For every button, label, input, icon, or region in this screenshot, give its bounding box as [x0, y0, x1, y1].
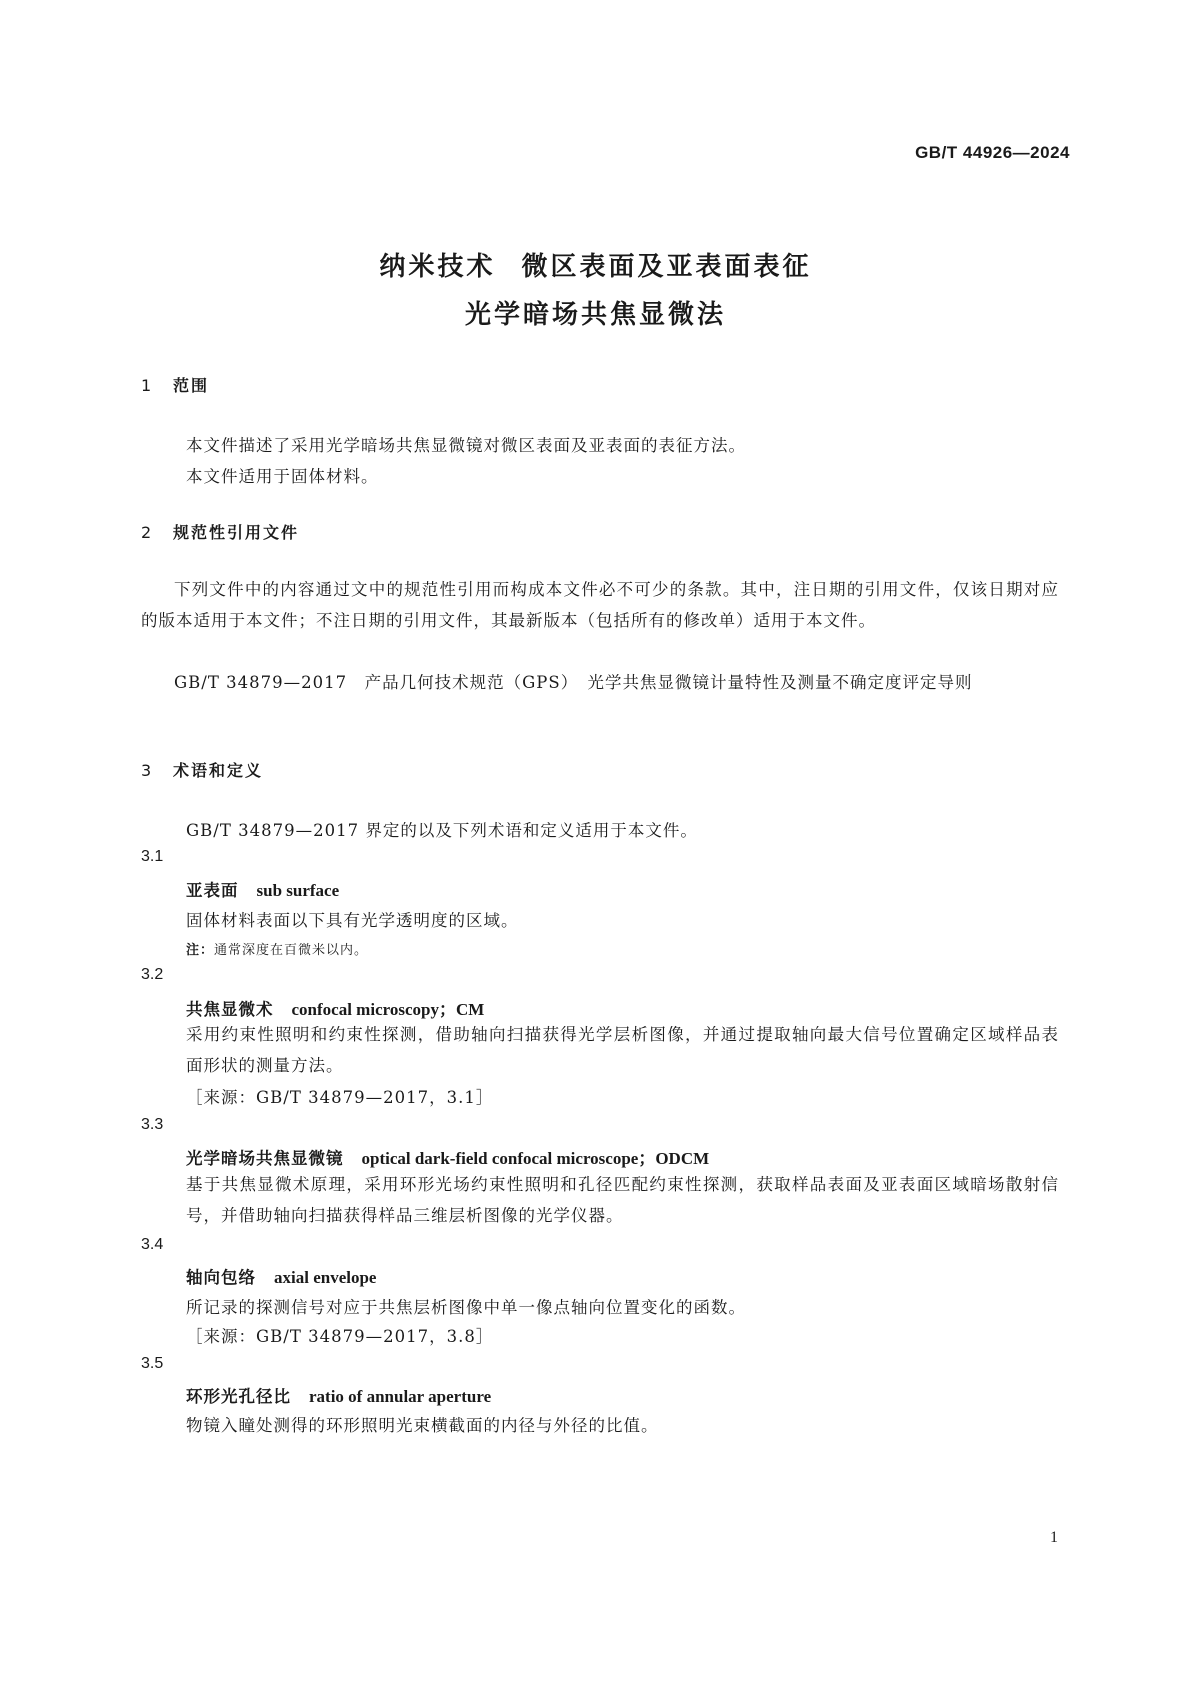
note-label: 注： [186, 943, 215, 958]
term-english: optical dark-field confocal microscope；ODCM [361, 1149, 710, 1168]
reference-code: GB/T 34879—2017 [174, 673, 348, 692]
note-text: 通常深度在百微米以内。 [214, 943, 369, 958]
term-definition: 物镜入瞳处测得的环形照明光束横截面的内径与外径的比值。 [186, 1416, 659, 1435]
section-title: 术语和定义 [173, 761, 264, 780]
section-heading-scope: 1 范围 [141, 376, 210, 395]
scope-paragraph-1: 本文件描述了采用光学暗场共焦显微镜对微区表面及亚表面的表征方法。 [186, 436, 746, 455]
section-title: 规范性引用文件 [173, 523, 300, 542]
term-english: axial envelope [274, 1268, 377, 1287]
page-number: 1 [1050, 1529, 1058, 1546]
term-number: 3.4 [141, 1236, 164, 1253]
term-chinese: 轴向包络 [186, 1268, 256, 1287]
term-source: ［来源：GB/T 34879—2017，3.8］ [186, 1327, 494, 1346]
term-source: ［来源：GB/T 34879—2017，3.1］ [186, 1088, 494, 1107]
normative-reference-entry [141, 667, 1059, 698]
section-heading-normative-references: 2 规范性引用文件 [141, 523, 300, 542]
term-definition: 固体材料表面以下具有光学透明度的区域。 [186, 911, 519, 930]
title-part-a: 纳米技术 [379, 252, 496, 282]
normative-references-paragraph: 下列文件中的内容通过文中的规范性引用而构成本文件必不可少的条款。其中，注日期的引用文件，仅该日期对应的版本适用于本文件；不注日期的引用文件，其最新版本（包括所有的修改单）适用于本文件。 [141, 580, 1059, 630]
term-entry [186, 1144, 709, 1169]
term-entry [186, 877, 339, 901]
term-number: 3.2 [141, 966, 164, 983]
term-number: 3.3 [141, 1116, 164, 1133]
term-number: 3.5 [141, 1355, 164, 1372]
terms-intro-paragraph: GB/T 34879—2017 界定的以及下列术语和定义适用于本文件。 [186, 821, 698, 840]
term-entry [186, 995, 484, 1020]
term-english: sub surface [256, 881, 340, 900]
reference-title: 产品几何技术规范（GPS） 光学共焦显微镜计量特性及测量不确定度评定导则 [364, 673, 973, 692]
term-chinese: 共焦显微术 [186, 1000, 274, 1019]
term-chinese: 环形光孔径比 [186, 1387, 291, 1406]
title-part-b: 微区表面及亚表面表征 [521, 252, 812, 282]
term-definition: 基于共焦显微术原理，采用环形光场约束性照明和孔径匹配约束性探测，获取样品表面及亚表面区域暗场散射信号，并借助轴向扫描获得样品三维层析图像的光学仪器。 [186, 1175, 1059, 1225]
term-english: confocal microscopy；CM [291, 1000, 485, 1019]
document-title-line-2: 光学暗场共焦显微法 [464, 300, 726, 330]
document-title-line-1 [0, 246, 1191, 283]
term-chinese: 光学暗场共焦显微镜 [186, 1149, 344, 1168]
section-title: 范围 [173, 376, 210, 395]
term-chinese: 亚表面 [186, 881, 239, 900]
term-number: 3.1 [141, 848, 164, 865]
term-note [186, 939, 368, 958]
term-english: ratio of annular aperture [309, 1387, 492, 1406]
term-definition: 所记录的探测信号对应于共焦层析图像中单一像点轴向位置变化的函数。 [186, 1298, 746, 1317]
term-entry [186, 1264, 376, 1288]
section-heading-terms-and-definitions: 3 术语和定义 [141, 761, 264, 780]
term-entry [186, 1383, 491, 1407]
standard-number: GB/T 44926—2024 [915, 143, 1070, 162]
scope-paragraph-2: 本文件适用于固体材料。 [186, 467, 379, 486]
term-definition: 采用约束性照明和约束性探测，借助轴向扫描获得光学层析图像，并通过提取轴向最大信号位置确定区域样品表面形状的测量方法。 [186, 1025, 1059, 1075]
